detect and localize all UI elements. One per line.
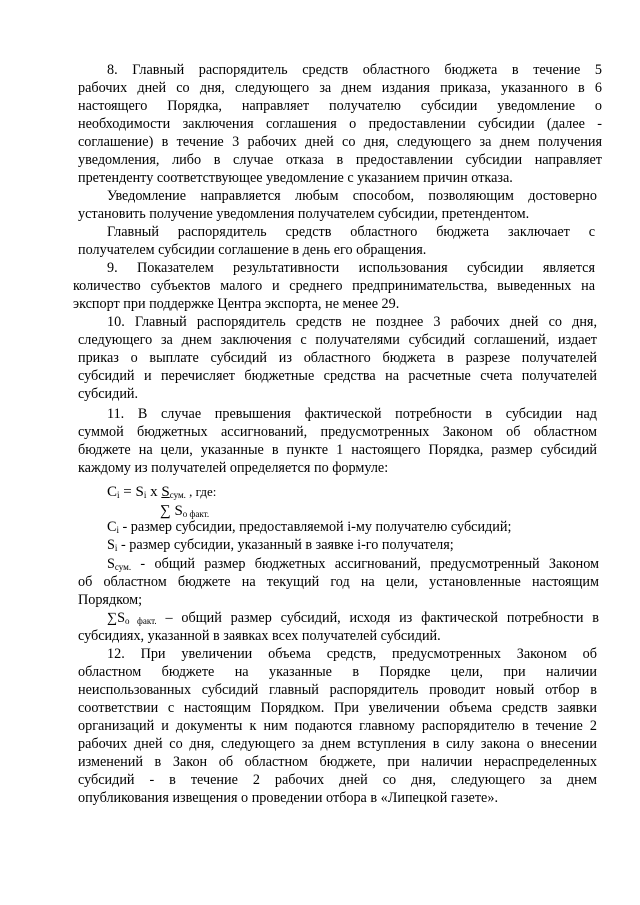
p8b-line-2: установить получение уведомления получателем субсидии, претендентом. [78,206,530,222]
def-s: $S_i$ - размер субсидии, указанный в заявке i-го получателя; [107,537,454,553]
def-sfact-line-1: $\sum S_{о факт.}$ – общий размер субсидий, исходя из фактической потребности в [107,610,599,626]
p8c-line-2: получателем субсидии соглашение в день его обращения. [78,242,427,258]
p8c-line-1: Главный распорядитель средств областного бюджета заключает с [107,224,595,240]
p12-line-9: опубликования извещения о проведении отбора в «Липецкой газете». [78,790,498,806]
p12-line-7: изменений в Закон об областном бюджете, при наличии нераспределенных [78,754,597,770]
p12-line-5: организаций и документы к ним подаются главному распорядителю в течение 2 [78,718,597,734]
p12-line-8: субсидий - в течение 2 рабочих дней со дня, следующего за днем [78,772,597,788]
p8-line-7: претенденту соответствующее уведомление с указанием причин отказа. [78,170,513,186]
p12-line-3: неиспользованных субсидий главный распорядитель проводит новый отбор в [78,682,597,698]
p9-line-1: 9. Показателем результативности использования субсидии является [107,260,595,276]
p10-line-4: субсидий и перечисляет бюджетные средства на расчетные счета получателей [78,368,597,384]
def-sfact-line-2: субсидиях, указанной в заявках всех получателей субсидий. [78,628,441,644]
formula-line-1: $C_i = S_i$ x $S_{сум.}$ , где: [107,484,217,500]
p8-line-5: соглашение) в течение 3 рабочих дней со дня, следующего за днем получения [78,134,602,150]
p11-line-3: бюджете на цели, указанные в пункте 1 настоящего Порядка, размер субсидий [78,442,597,458]
def-c: $C_i$ - размер субсидии, предоставляемой i-му получателю субсидий; [107,519,512,535]
p12-line-1: 12. При увеличении объема средств, предусмотренных Законом об [107,646,597,662]
p8-line-3: настоящего Порядка, направляет получателю субсидии уведомление о [78,98,602,114]
p11-line-1: 11. В случае превышения фактической потребности в субсидии над [107,406,597,422]
p9-line-2: количество субъектов малого и среднего предпринимательства, выведенных на [73,278,595,294]
def-ssum-line-3: Порядком; [78,592,143,608]
p8-line-2: рабочих дней со дня, следующего за днем издания приказа, указанного в 6 [78,80,602,96]
p12-line-4: соответствии с настоящим Порядком. При увеличении объема средств заявки [78,700,597,716]
p10-line-2: следующего за днем заключения с получателями субсидий соглашений, издает [78,332,597,348]
formula-numerator: $S_{сум.}$ [161,484,186,500]
p12-line-2: областном бюджете на указанные в Порядке цели, при наличии [78,664,597,680]
p8-line-4: необходимости заключения соглашения о предоставлении субсидии (далее - [78,116,602,132]
p10-line-3: приказ о выплате субсидий из областного бюджета в разрезе получателей [78,350,597,366]
p10-line-5: субсидий. [78,386,139,402]
p9-line-3: экспорт при поддержке Центра экспорта, не менее 29. [73,296,400,312]
def-ssum-line-2: об областном бюджете на текущий год на цели, установленные настоящим [78,574,599,590]
p8-line-1: 8. Главный распорядитель средств областного бюджета в течение 5 [107,62,602,78]
p8-line-6: уведомления, либо в случае отказа в предоставлении субсидии направляет [78,152,602,168]
def-ssum-line-1: $S_{сум.}$ - общий размер бюджетных ассигнований, предусмотренный Законом [107,556,599,572]
p8b-line-1: Уведомление направляется любым способом, позволяющим достоверно [107,188,597,204]
formula-denominator: ∑ $S_{о факт.}$ [160,503,210,519]
p10-line-1: 10. Главный распорядитель средств не позднее 3 рабочих дней со дня, [107,314,597,330]
p11-line-2: суммой бюджетных ассигнований, предусмотренных Законом об областном [78,424,597,440]
p11-line-4: каждому из получателей определяется по формуле: [78,460,389,476]
p12-line-6: рабочих дней со дня, следующего за днем вступления в силу закона о внесении [78,736,597,752]
